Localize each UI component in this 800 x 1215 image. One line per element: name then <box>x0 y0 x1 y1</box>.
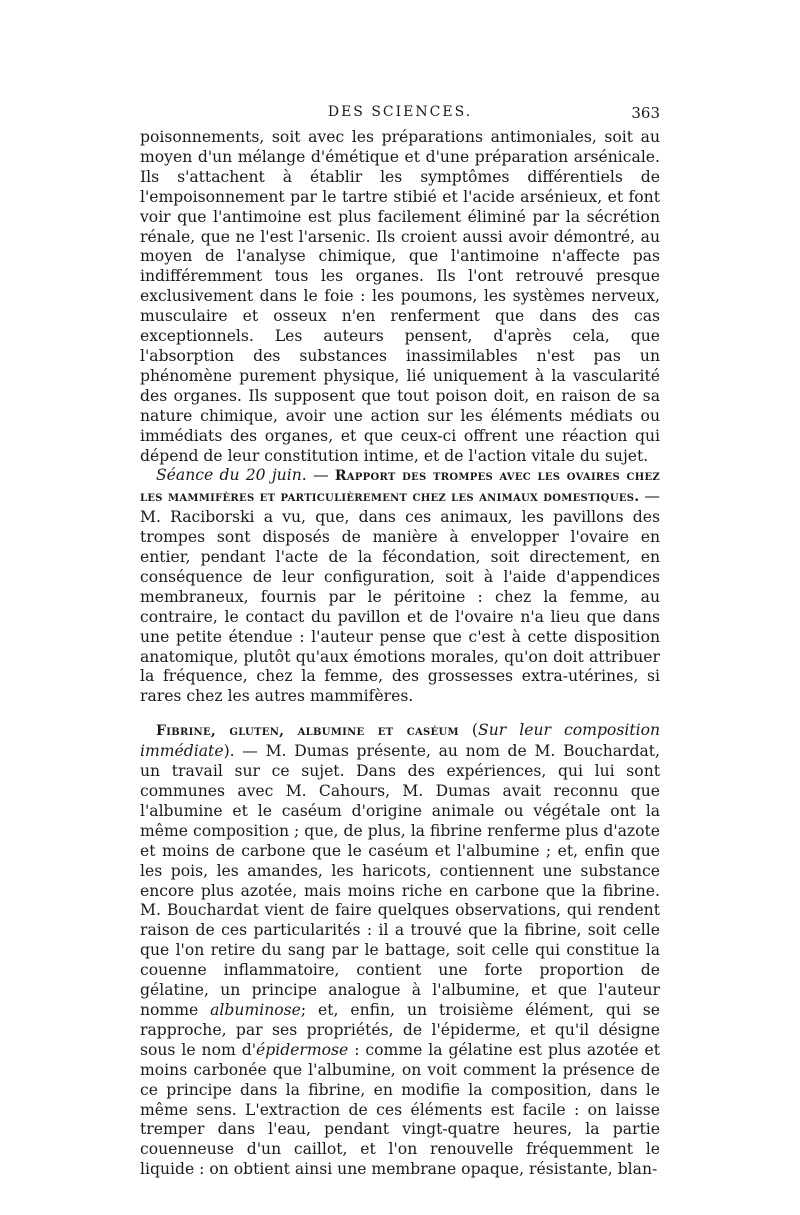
paragraph-text: : comme la gélatine est plus azotée et moins carbonée que l'albumine, on voit comment la présence de ce principe dans la fibrine, en modifie la composition, dans le même sens. L'extraction de ces éléments est facile : on laisse tremper dans l'eau, pendant vingt-quatre heures, la partie couenneuse d'un caillot, et l'on renouvelle fréquemment le liquide : on obtient ainsi une membrane opaque, résistante, blan- <box>140 1040 660 1179</box>
paren-close: ). <box>223 742 235 761</box>
paragraph-continuation: poisonnements, soit avec les préparations antimoniales, soit au moyen d'un mélange d'émétique et d'une préparation arsénicale. Ils s'attachent à établir les symptômes différentiels de l'empoisonnement par le tartre stibié et l'acide arsénieux, et font voir que l'antimoine est plus facilement éliminé par la sécrétion rénale, que ne l'est l'arsenic. Ils croient aussi avoir démontré, au moyen de l'analyse chimique, que l'antimoine n'affecte pas indifféremment tous les organes. Ils l'ont retrouvé presque exclusivement dans le foie : les poumons, les systèmes nerveux, musculaire et osseux n'en renferment que dans des cas exceptionnels. Les auteurs pensent, d'après cela, que l'absorption des substances inassimilables n'est pas un phénomène purement physique, lié uniquement à la vascularité des organes. Ils supposent que tout poison doit, en raison de sa nature chimique, avoir une action sur les éléments médiats ou immédiats des organes, et que ceux-ci offrent une réaction qui dépend de leur constitution intime, et de l'action vitale du sujet. <box>140 128 660 465</box>
dash: — <box>306 466 335 485</box>
section-heading: Rapport des trompes avec les ovaires chez les mammifères et particulièrement chez les animaux domestiques. <box>140 468 660 506</box>
section-heading: Fibrine, gluten, albumine et caséum <box>156 723 459 740</box>
text-body <box>140 128 660 1180</box>
session-date: Séance du 20 juin. <box>156 466 307 485</box>
paragraph-gap <box>140 707 660 721</box>
section-subtitle: Sur leur composition immédiate <box>140 721 660 761</box>
paragraph-text: ; et, enfin, un troisième élément, qui se rapproche, par ses propriétés, de l'épiderme, et qu'il désigne sous le nom d' <box>140 1000 660 1059</box>
page-header <box>140 104 660 128</box>
paragraph-text: M. Dumas présente, au nom de M. Bouchardat, un travail sur ce sujet. Dans des expériences, qui lui sont communes avec M. Cahours, M. Dumas avait reconnu que l'albumine et le caséum d'origine animale ou végétale ont la même composition ; que, de plus, la fibrine renferme plus d'azote et moins de carbone que le caséum et l'albumine ; et, enfin que les pois, les amandes, les haricots, contiennent une substance encore plus azotée, mais moins riche en carbone que la fibrine. M. Bouchardat vient de faire quelques observations, qui rendent raison de ces particularités : il a trouvé que la fibrine, soit celle que l'on retire du sang par le battage, soit celle qui constitue la couenne inflammatoire, contient une forte proportion de gélatine, un principe analogue à l'albumine, et que l'auteur nomme <box>140 742 660 1019</box>
paragraph-text: M. Raciborski a vu, que, dans ces animaux, les pavillons des trompes sont disposés de manière à envelopper l'ovaire en entier, pendant l'acte de la fécondation, soit directement, en conséquence de leur configuration, soit à l'aide d'appendices membraneux, fournis par le péritoine : chez la femme, au contraire, le contact du pavillon et de l'ovaire n'a lieu que dans une petite étendue : l'auteur pense que c'est à cette disposition anatomique, plutôt qu'aux émotions morales, qu'on doit attribuer la fréquence, chez la femme, des grossesses extra-utérines, si rares chez les autres mammifères. <box>140 508 660 706</box>
term-albuminose: albuminose <box>210 1000 301 1019</box>
paragraph-fibrine <box>140 721 660 1180</box>
dash: — <box>639 487 661 506</box>
paragraph-rapport-trompes <box>140 466 660 707</box>
paren-open: ( <box>458 721 479 740</box>
page-number: 363 <box>631 104 660 122</box>
running-head: DES SCIENCES. <box>327 104 473 120</box>
term-epidermose: épidermose <box>256 1040 349 1059</box>
dash: — <box>234 742 266 761</box>
